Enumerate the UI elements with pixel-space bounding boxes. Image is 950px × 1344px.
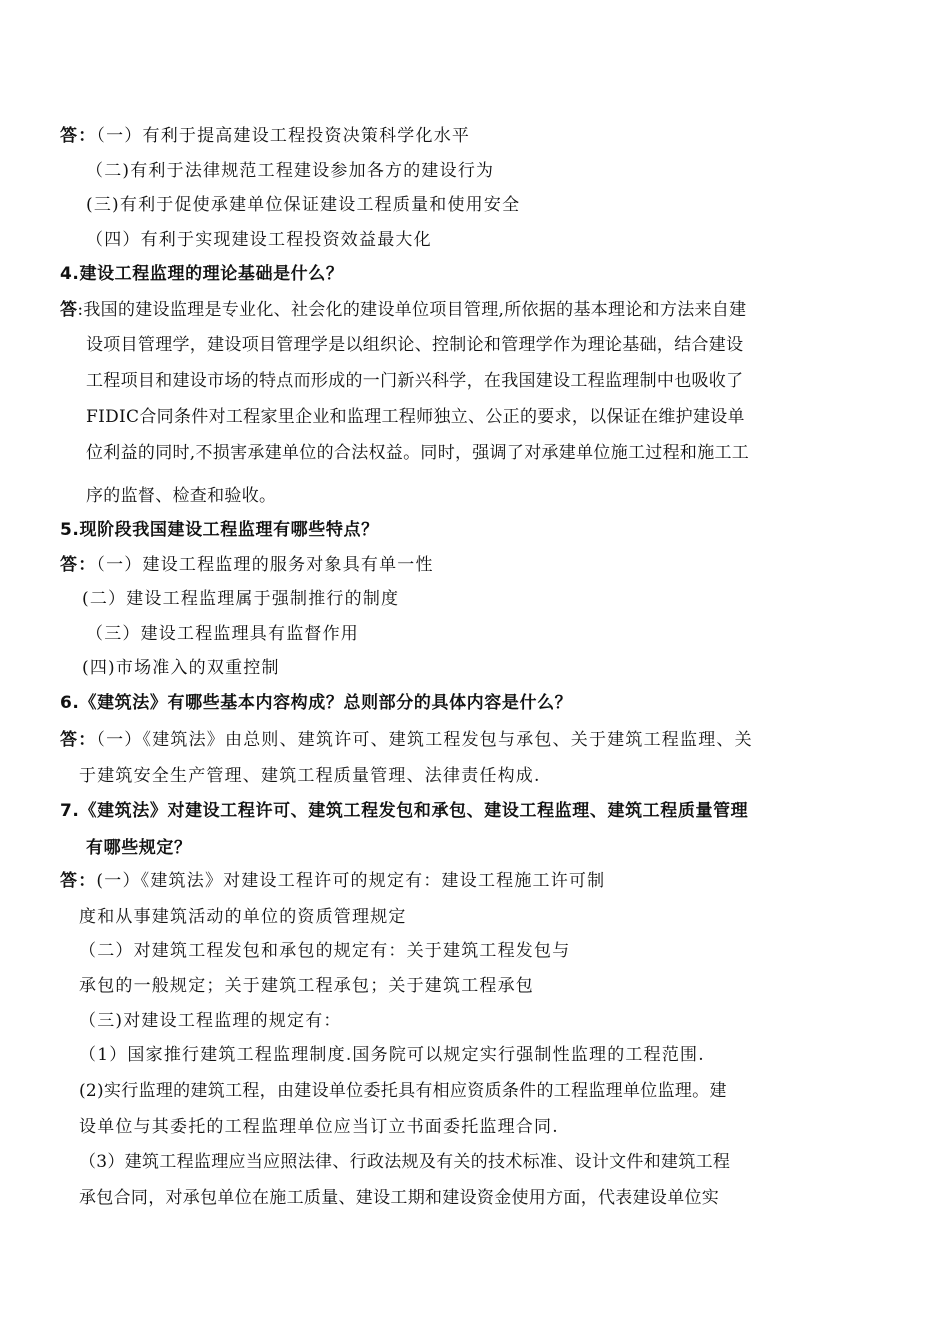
answer-line: (2)实行监理的建筑工程，由建设单位委托具有相应资质条件的工程监理单位监理。建 bbox=[79, 1081, 727, 1101]
answer-line: (四)市场准入的双重控制 bbox=[82, 658, 280, 678]
answer-line: 度和从事建筑活动的单位的资质管理规定 bbox=[79, 907, 407, 927]
answer-line: （二)有利于法律规范工程建设参加各方的建设行为 bbox=[86, 161, 495, 181]
answer-line bbox=[60, 553, 434, 577]
question-4-heading: 4.建设工程监理的理论基础是什么？ bbox=[60, 264, 344, 284]
answer-text: （一）有利于提高建设工程投资决策科学化水平 bbox=[96, 126, 471, 146]
answer-line bbox=[60, 728, 753, 752]
answer-line: 承包合同，对承包单位在施工质量、建设工期和建设资金使用方面，代表建设单位实 bbox=[79, 1188, 720, 1208]
question-6-heading: 6.《建筑法》有哪些基本内容构成？总则部分的具体内容是什么？ bbox=[60, 693, 573, 713]
answer-line: 设单位与其委托的工程监理单位应当订立书面委托监理合同. bbox=[79, 1117, 559, 1137]
answer-line: 设项目管理学，建设项目管理学是以组织论、控制论和管理学作为理论基础，结合建设 bbox=[86, 335, 744, 355]
answer-text: :我国的建设监理是专业化、社会化的建设单位项目管理,所依据的基本理论和方法来自建 bbox=[77, 300, 747, 320]
answer-line: 于建筑安全生产管理、建筑工程质量管理、法律责任构成. bbox=[79, 766, 541, 786]
question-5-heading: 5.现阶段我国建设工程监理有哪些特点？ bbox=[60, 520, 379, 540]
answer-prefix: 答： bbox=[60, 126, 97, 146]
answer-text: (一）《建筑法》对建设工程许可的规定有：建设工程施工许可制 bbox=[96, 871, 606, 891]
answer-prefix: 答 bbox=[60, 300, 78, 320]
answer-line bbox=[60, 298, 746, 322]
answer-line: FIDIC合同条件对工程家里企业和监理工程师独立、公正的要求，以保证在维护建设单 bbox=[86, 407, 745, 427]
answer-line: (二）建设工程监理属于强制推行的制度 bbox=[82, 589, 400, 609]
answer-line bbox=[60, 869, 605, 893]
answer-prefix: 答： bbox=[60, 871, 97, 891]
answer-text: （一）《建筑法》由总则、建筑许可、建筑工程发包与承包、关于建筑工程监理、关 bbox=[96, 730, 753, 750]
answer-text: （一）建设工程监理的服务对象具有单一性 bbox=[96, 555, 434, 575]
answer-line: (三)有利于促使承建单位保证建设工程质量和使用安全 bbox=[86, 195, 521, 215]
answer-prefix: 答： bbox=[60, 555, 97, 575]
answer-line: 承包的一般规定；关于建筑工程承包；关于建筑工程承包 bbox=[79, 976, 534, 996]
answer-prefix: 答： bbox=[60, 730, 97, 750]
question-7-heading-cont: 有哪些规定？ bbox=[86, 838, 192, 858]
answer-line: （三）建设工程监理具有监督作用 bbox=[86, 624, 359, 644]
answer-line: 序的监督、检查和验收。 bbox=[86, 486, 277, 506]
answer-line: （三)对建设工程监理的规定有： bbox=[79, 1011, 342, 1031]
answer-line: （3）建筑工程监理应当应照法律、行政法规及有关的技术标准、设计文件和建筑工程 bbox=[79, 1152, 731, 1172]
answer-line: （二）对建筑工程发包和承包的规定有：关于建筑工程发包与 bbox=[79, 941, 571, 961]
answer-line: （四）有利于实现建设工程投资效益最大化 bbox=[86, 230, 432, 250]
question-7-heading: 7.《建筑法》对建设工程许可、建筑工程发包和承包、建设工程监理、建筑工程质量管理 bbox=[60, 801, 749, 821]
answer-line: 位利益的同时,不损害承建单位的合法权益。同时，强调了对承建单位施工过程和施工工 bbox=[86, 443, 750, 463]
answer-line: （1）国家推行建筑工程监理制度.国务院可以规定实行强制性监理的工程范围. bbox=[79, 1045, 705, 1065]
answer-line: 工程项目和建设市场的特点而形成的一门新兴科学，在我国建设工程监理制中也吸收了 bbox=[86, 371, 744, 391]
answer-line bbox=[60, 124, 470, 148]
